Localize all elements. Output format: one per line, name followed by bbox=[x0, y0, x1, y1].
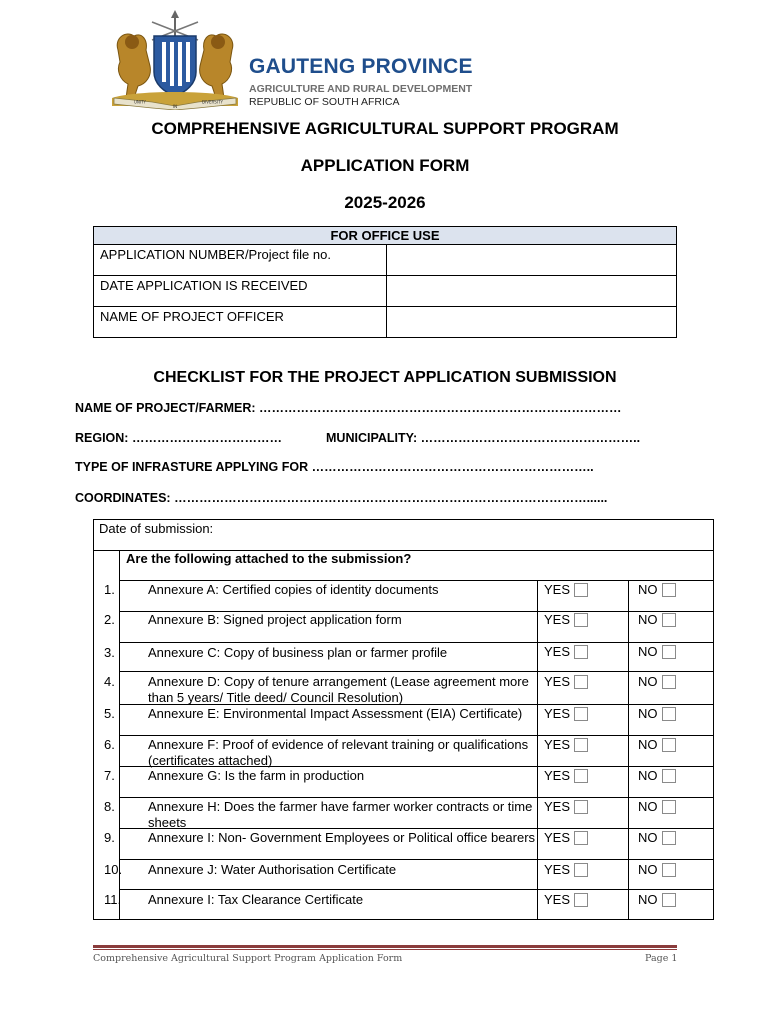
no-checkbox[interactable]: NO bbox=[638, 644, 676, 659]
list-item: 8. Annexure H: Does the farmer have farmer worker contracts or time sheets bbox=[104, 799, 533, 830]
checkbox-icon[interactable] bbox=[662, 583, 676, 597]
crest-motto-right: DIVERSITY bbox=[202, 99, 223, 105]
checkbox-icon[interactable] bbox=[662, 769, 676, 783]
checkbox-icon[interactable] bbox=[662, 738, 676, 752]
no-checkbox[interactable]: NO bbox=[638, 768, 676, 783]
divider bbox=[119, 642, 714, 643]
yes-checkbox[interactable]: YES bbox=[544, 612, 588, 627]
no-checkbox[interactable]: NO bbox=[638, 706, 676, 721]
program-title: COMPREHENSIVE AGRICULTURAL SUPPORT PROGRAM bbox=[151, 119, 619, 138]
footer-rule bbox=[93, 949, 677, 950]
checkbox-icon[interactable] bbox=[574, 613, 588, 627]
list-item: 2. Annexure B: Signed project application form bbox=[104, 612, 402, 627]
footer-rule bbox=[93, 945, 677, 948]
checkbox-icon[interactable] bbox=[574, 893, 588, 907]
page-number: Page 1 bbox=[645, 953, 678, 964]
list-item: 5. Annexure E: Environmental Impact Assessment (EIA) Certificate) bbox=[104, 706, 523, 721]
list-item: 3. Annexure C: Copy of business plan or farmer profile bbox=[104, 645, 448, 660]
list-item: 9. Annexure I: Non- Government Employees or Political office bearers bbox=[104, 830, 536, 845]
no-checkbox[interactable]: NO bbox=[638, 612, 676, 627]
no-checkbox[interactable]: NO bbox=[638, 830, 676, 845]
checkbox-icon[interactable] bbox=[574, 707, 588, 721]
checkbox-icon[interactable] bbox=[574, 863, 588, 877]
list-item: 4. Annexure D: Copy of tenure arrangement (Lease agreement more than 5 years/ Title deed/ Council Resolution) bbox=[104, 674, 529, 705]
no-checkbox[interactable]: NO bbox=[638, 674, 676, 689]
checkbox-icon[interactable] bbox=[662, 613, 676, 627]
crest-motto-mid: IN bbox=[173, 104, 178, 109]
list-item: 6. Annexure F: Proof of evidence of relevant training or qualifications (certificates attached) bbox=[104, 737, 529, 768]
yes-checkbox[interactable]: YES bbox=[544, 737, 588, 752]
divider bbox=[119, 889, 714, 890]
no-checkbox[interactable]: NO bbox=[638, 799, 676, 814]
brand-title: GAUTENG PROVINCE bbox=[249, 55, 473, 78]
crest-motto-left: UNITY bbox=[134, 99, 146, 105]
office-use-header: FOR OFFICE USE bbox=[94, 227, 677, 245]
list-item: 11. Annexure I: Tax Clearance Certificate bbox=[104, 892, 364, 907]
list-item: 1. Annexure A: Certified copies of identity documents bbox=[104, 582, 439, 597]
checkbox-icon[interactable] bbox=[662, 800, 676, 814]
checkbox-icon[interactable] bbox=[574, 800, 588, 814]
yes-checkbox[interactable]: YES bbox=[544, 582, 588, 597]
office-row-label: APPLICATION NUMBER/Project file no. bbox=[94, 245, 387, 276]
name-of-project-field[interactable]: NAME OF PROJECT/FARMER: …………………………………………………………………………… bbox=[75, 401, 622, 415]
municipality-field[interactable]: MUNICIPALITY: …………………………………………….. bbox=[326, 431, 641, 445]
coordinates-field[interactable]: COORDINATES: ………………………………………………………………………………………...... bbox=[75, 491, 608, 505]
divider bbox=[119, 671, 714, 672]
no-checkbox[interactable]: NO bbox=[638, 582, 676, 597]
checkbox-icon[interactable] bbox=[662, 893, 676, 907]
divider bbox=[119, 580, 714, 581]
yes-checkbox[interactable]: YES bbox=[544, 799, 588, 814]
yes-checkbox[interactable]: YES bbox=[544, 644, 588, 659]
application-number-field[interactable] bbox=[387, 245, 677, 276]
divider bbox=[119, 735, 714, 736]
country-name: REPUBLIC OF SOUTH AFRICA bbox=[249, 96, 400, 108]
yes-checkbox[interactable]: YES bbox=[544, 706, 588, 721]
year-title: 2025-2026 bbox=[344, 193, 426, 212]
office-use-table bbox=[93, 226, 677, 338]
list-item: 10. Annexure J: Water Authorisation Certificate bbox=[104, 862, 397, 877]
yes-checkbox[interactable]: YES bbox=[544, 892, 588, 907]
yes-checkbox[interactable]: YES bbox=[544, 768, 588, 783]
region-field[interactable]: REGION: ……………………………… bbox=[75, 431, 282, 445]
checkbox-icon[interactable] bbox=[574, 831, 588, 845]
checkbox-icon[interactable] bbox=[662, 831, 676, 845]
infrastructure-type-field[interactable]: TYPE OF INFRASTURE APPLYING FOR ………………………………………………………….. bbox=[75, 460, 594, 474]
checkbox-icon[interactable] bbox=[662, 675, 676, 689]
department-name: AGRICULTURE AND RURAL DEVELOPMENT bbox=[249, 83, 473, 95]
no-checkbox[interactable]: NO bbox=[638, 892, 676, 907]
form-title: APPLICATION FORM bbox=[300, 156, 470, 175]
checkbox-icon[interactable] bbox=[574, 675, 588, 689]
checkbox-icon[interactable] bbox=[574, 645, 588, 659]
date-of-submission-label[interactable]: Date of submission: bbox=[99, 521, 214, 536]
checklist-title: CHECKLIST FOR THE PROJECT APPLICATION SUBMISSION bbox=[153, 369, 617, 386]
no-checkbox[interactable]: NO bbox=[638, 737, 676, 752]
attachments-question: Are the following attached to the submission? bbox=[126, 551, 412, 566]
date-received-field[interactable] bbox=[387, 276, 677, 307]
divider bbox=[119, 797, 714, 798]
yes-checkbox[interactable]: YES bbox=[544, 862, 588, 877]
project-officer-field[interactable] bbox=[387, 307, 677, 338]
gauteng-coat-of-arms-logo bbox=[104, 10, 246, 110]
checkbox-icon[interactable] bbox=[662, 863, 676, 877]
list-item: 7. Annexure G: Is the farm in production bbox=[104, 768, 365, 783]
divider bbox=[628, 580, 629, 920]
yes-checkbox[interactable]: YES bbox=[544, 674, 588, 689]
checkbox-icon[interactable] bbox=[662, 707, 676, 721]
checkbox-icon[interactable] bbox=[574, 769, 588, 783]
office-row-label: NAME OF PROJECT OFFICER bbox=[94, 307, 387, 338]
checkbox-icon[interactable] bbox=[574, 583, 588, 597]
checkbox-icon[interactable] bbox=[574, 738, 588, 752]
checkbox-icon[interactable] bbox=[662, 645, 676, 659]
divider bbox=[119, 859, 714, 860]
yes-checkbox[interactable]: YES bbox=[544, 830, 588, 845]
divider bbox=[537, 580, 538, 920]
office-row-label: DATE APPLICATION IS RECEIVED bbox=[94, 276, 387, 307]
no-checkbox[interactable]: NO bbox=[638, 862, 676, 877]
footer-document-title: Comprehensive Agricultural Support Program Application Form bbox=[93, 953, 403, 964]
